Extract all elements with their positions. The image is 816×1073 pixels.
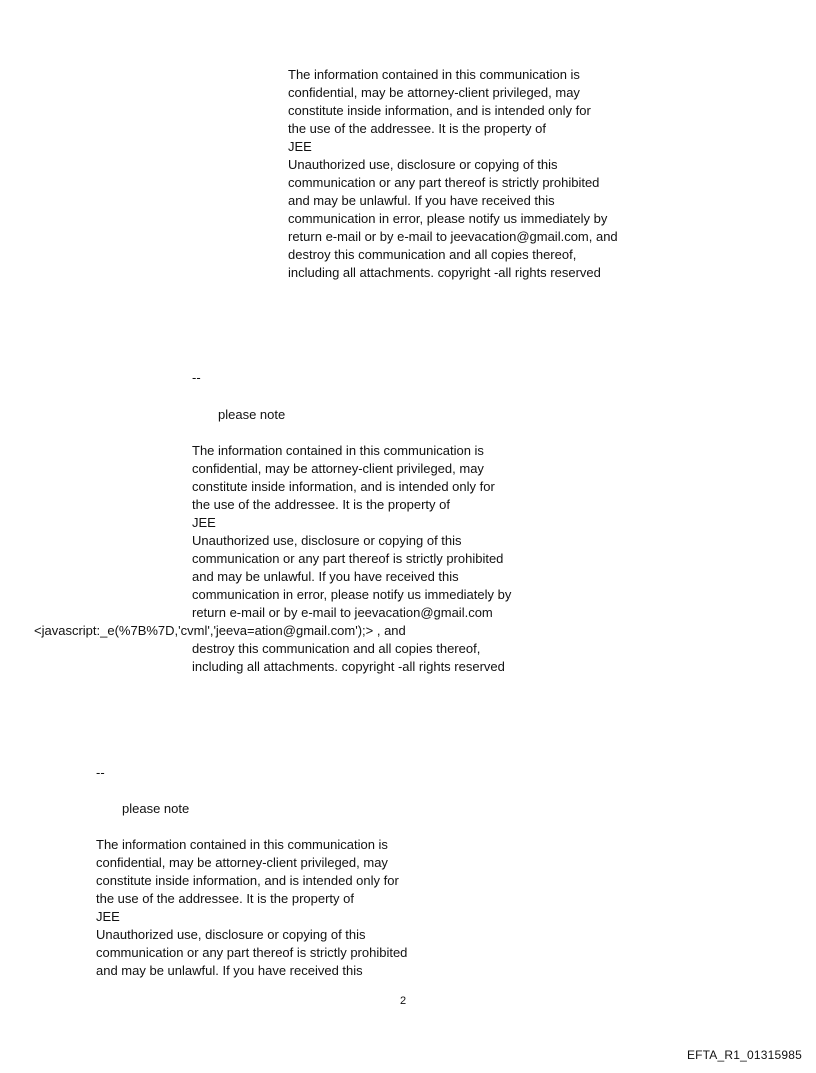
disclaimer-line: constitute inside information, and is intended only for — [192, 479, 495, 494]
disclaimer-line: The information contained in this communication is — [192, 443, 484, 458]
disclaimer-line: the use of the addressee. It is the property of — [96, 891, 354, 906]
disclaimer-block-2-end — [192, 640, 505, 676]
disclaimer-line: including all attachments. copyright -all rights reserved — [192, 659, 505, 674]
please-note-label: please note — [122, 801, 190, 816]
disclaimer-line: communication or any part thereof is strictly prohibited — [192, 551, 504, 566]
disclaimer-line: the use of the addressee. It is the property of — [192, 497, 450, 512]
disclaimer-line: constitute inside information, and is intended only for — [288, 103, 591, 118]
signature-separator: -- — [192, 370, 201, 385]
javascript-link-text: <javascript:_e(%7B%7D,'cvml','jeeva=ation@gmail.com');> , and — [34, 623, 406, 638]
disclaimer-block-2 — [192, 442, 511, 622]
page-number: 2 — [400, 995, 407, 1007]
disclaimer-line: confidential, may be attorney-client privileged, may — [192, 461, 484, 476]
disclaimer-line: return e-mail or by e-mail to jeevacation@gmail.com, and — [288, 229, 618, 244]
disclaimer-line: return e-mail or by e-mail to jeevacation@gmail.com — [192, 605, 493, 620]
disclaimer-line: communication in error, please notify us immediately by — [192, 587, 512, 602]
disclaimer-line: and may be unlawful. If you have received this — [192, 569, 459, 584]
document-id: EFTA_R1_01315985 — [686, 1048, 802, 1062]
disclaimer-line: Unauthorized use, disclosure or copying of this — [288, 157, 558, 172]
disclaimer-line: Unauthorized use, disclosure or copying of this — [192, 533, 462, 548]
disclaimer-line: Unauthorized use, disclosure or copying of this — [96, 927, 366, 942]
disclaimer-block-3 — [96, 836, 407, 980]
disclaimer-line: communication or any part thereof is strictly prohibited — [96, 945, 408, 960]
disclaimer-line: destroy this communication and all copies thereof, — [288, 247, 577, 262]
disclaimer-line: confidential, may be attorney-client privileged, may — [96, 855, 388, 870]
disclaimer-line: JEE — [96, 909, 120, 924]
disclaimer-block-1 — [288, 66, 618, 282]
disclaimer-line: The information contained in this communication is — [288, 67, 580, 82]
disclaimer-line: JEE — [192, 515, 216, 530]
disclaimer-line: communication or any part thereof is strictly prohibited — [288, 175, 600, 190]
disclaimer-line: constitute inside information, and is intended only for — [96, 873, 399, 888]
disclaimer-line: and may be unlawful. If you have received this — [288, 193, 555, 208]
please-note-label: please note — [218, 407, 286, 422]
disclaimer-line: and may be unlawful. If you have received this — [96, 963, 363, 978]
disclaimer-line: communication in error, please notify us immediately by — [288, 211, 608, 226]
disclaimer-line: JEE — [288, 139, 312, 154]
disclaimer-line: destroy this communication and all copies thereof, — [192, 641, 481, 656]
disclaimer-line: The information contained in this communication is — [96, 837, 388, 852]
disclaimer-line: the use of the addressee. It is the property of — [288, 121, 546, 136]
disclaimer-line: confidential, may be attorney-client privileged, may — [288, 85, 580, 100]
signature-separator: -- — [96, 765, 105, 780]
disclaimer-line: including all attachments. copyright -all rights reserved — [288, 265, 601, 280]
